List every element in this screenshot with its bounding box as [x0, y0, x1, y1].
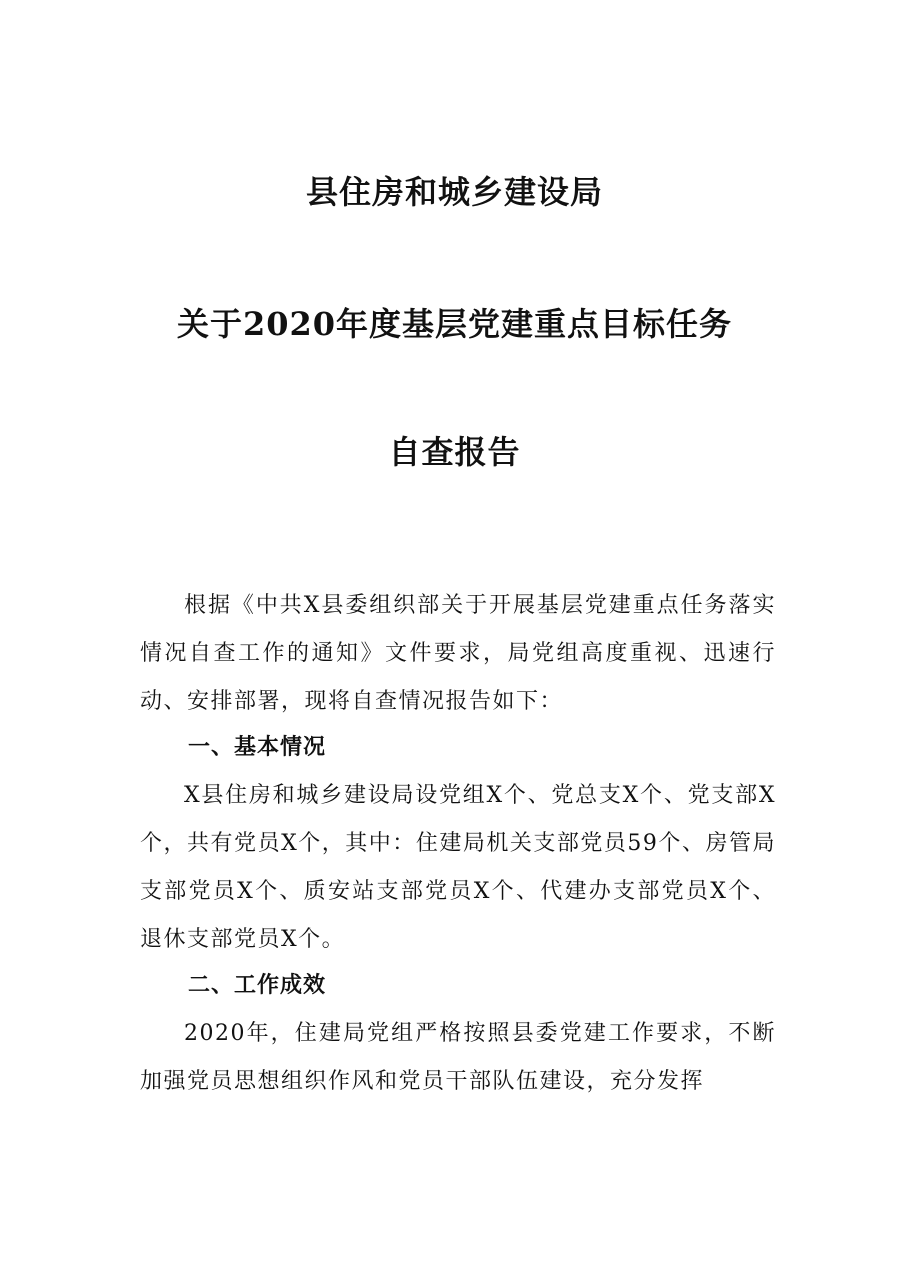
intro-paragraph: 根据《中共X县委组织部关于开展基层党建重点任务落实情况自查工作的通知》文件要求，局党组高度重视、迅速行动、安排部署，现将自查情况报告如下：: [140, 593, 776, 714]
document-title-line-3: 自查报告: [388, 433, 521, 471]
section-paragraph-work-results: 2020年，住建局党组严格按照县委党建工作要求，不断加强党员思想组织作风和党员干部队伍建设，充分发挥: [140, 1021, 776, 1094]
section-paragraph-basic-situation: X县住房和城乡建设局设党组X个、党总支X个、党支部X个，共有党员X个，其中：住建局机关支部党员59个、房管局支部党员X个、质安站支部党员X个、代建办支部党员X个、退休支部党员X个。: [140, 783, 776, 952]
document-title-line-2: 关于2020年度基层党建重点目标任务: [176, 305, 733, 343]
section-heading-basic-situation: 一、基本情况: [188, 735, 327, 760]
document-title-line-1: 县住房和城乡建设局: [305, 173, 603, 211]
section-heading-work-results: 二、工作成效: [188, 973, 327, 998]
